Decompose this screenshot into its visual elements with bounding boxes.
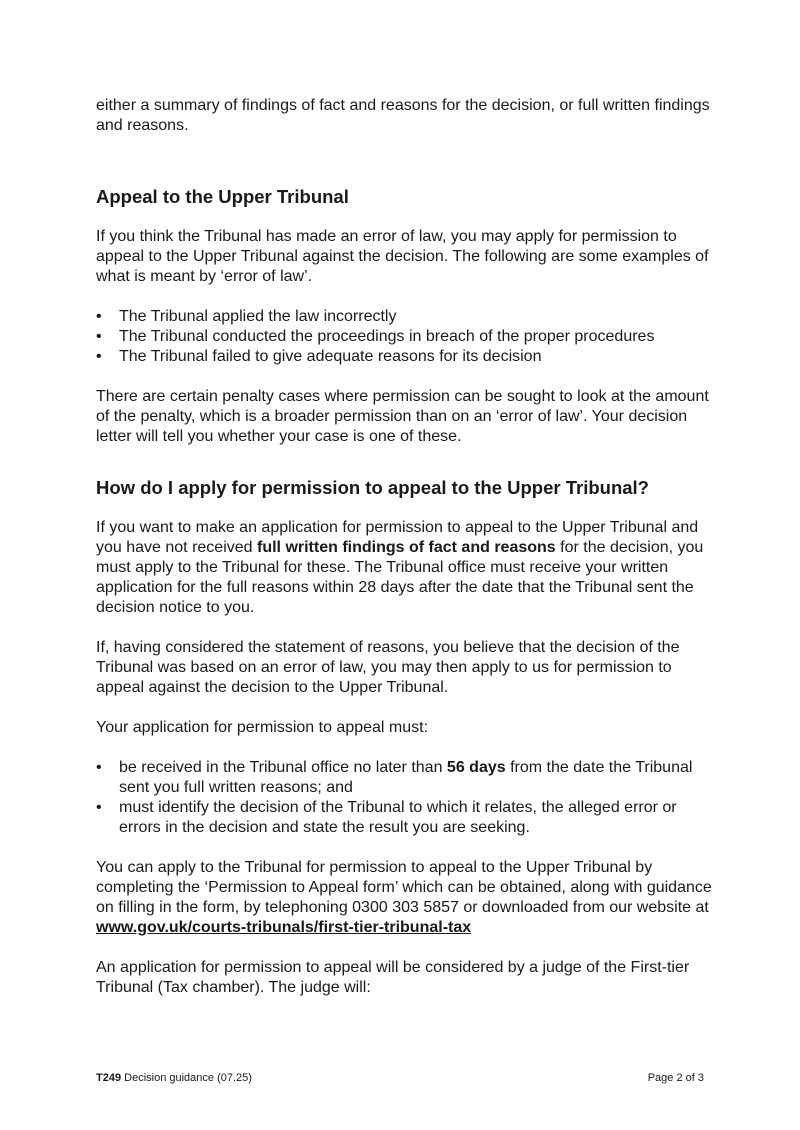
document-page	[96, 96, 716, 998]
bullet-icon: •	[96, 328, 102, 345]
apply-paragraph: If you want to make an application for permission to appeal to the Upper Tribunal and you have not received full written findings of fact and reasons for the decision, you must apply to the Tribunal for these. The Tribunal office must receive your written application for the full reasons within 28 days after the date that the Tribunal sent the decision notice to you.	[96, 519, 704, 616]
intro-paragraph: either a summary of findings of fact and reasons for the decision, or full written findings and reasons.	[96, 97, 710, 134]
list-item: • must identify the decision of the Tribunal to which it relates, the alleged error or errors in the decision and state the result you are seeking.	[96, 799, 677, 836]
tribunal-website-link[interactable]: www.gov.uk/courts-tribunals/first-tier-tribunal-tax	[96, 919, 472, 936]
bullet-icon: •	[96, 308, 102, 325]
appeal-intro-paragraph: If you think the Tribunal has made an error of law, you may apply for permission to appeal to the Upper Tribunal against the decision. The following are some examples of what is meant by ‘error of law’.	[96, 228, 709, 285]
requirements-list	[96, 758, 716, 838]
deadline-bold: 56 days	[446, 759, 506, 776]
full-findings-bold: full written findings of fact and reasons	[257, 539, 556, 556]
bullet-icon: •	[96, 799, 102, 816]
error-of-law-paragraph: If, having considered the statement of reasons, you believe that the decision of the Tribunal was based on an error of law, you may then apply to us for permission to appeal against the decision to the Upper Tribunal.	[96, 639, 680, 696]
page-footer	[96, 1071, 704, 1085]
footer-title: Decision guidance (07.25)	[121, 1072, 252, 1084]
footer-doc-ref	[96, 1071, 252, 1085]
list-item: • The Tribunal failed to give adequate reasons for its decision	[96, 348, 542, 365]
footer-code: T249	[96, 1072, 122, 1084]
footer-page-number: Page 2 of 3	[647, 1072, 704, 1084]
list-item: • The Tribunal conducted the proceedings in breach of the proper procedures	[96, 328, 655, 345]
requirements-intro: Your application for permission to appeal must:	[96, 719, 429, 736]
judge-paragraph: An application for permission to appeal will be considered by a judge of the First-tier Tribunal (Tax chamber). The judge will:	[96, 959, 690, 996]
bullet-icon: •	[96, 348, 102, 365]
bullet-icon: •	[96, 759, 102, 776]
list-item: • The Tribunal applied the law incorrectly	[96, 308, 397, 325]
form-paragraph: You can apply to the Tribunal for permission to appeal to the Upper Tribunal by completing the ‘Permission to Appeal form’ which can be obtained, along with guidance on filling in the form, by telephoning 0300 303 5857 or downloaded from our website at www.gov.uk/courts-tribunals/first-tier-tribunal-tax	[96, 859, 712, 936]
section-heading-how-to-apply: How do I apply for permission to appeal to the Upper Tribunal?	[96, 477, 649, 498]
list-item: • be received in the Tribunal office no later than 56 days from the date the Tribunal sent you full written reasons; and	[96, 759, 693, 796]
section-heading-appeal: Appeal to the Upper Tribunal	[96, 186, 349, 207]
error-of-law-list	[96, 307, 716, 367]
penalty-cases-paragraph: There are certain penalty cases where permission can be sought to look at the amount of the penalty, which is a broader permission than on an ‘error of law’. Your decision letter will tell you whether your case is one of these.	[96, 388, 709, 445]
